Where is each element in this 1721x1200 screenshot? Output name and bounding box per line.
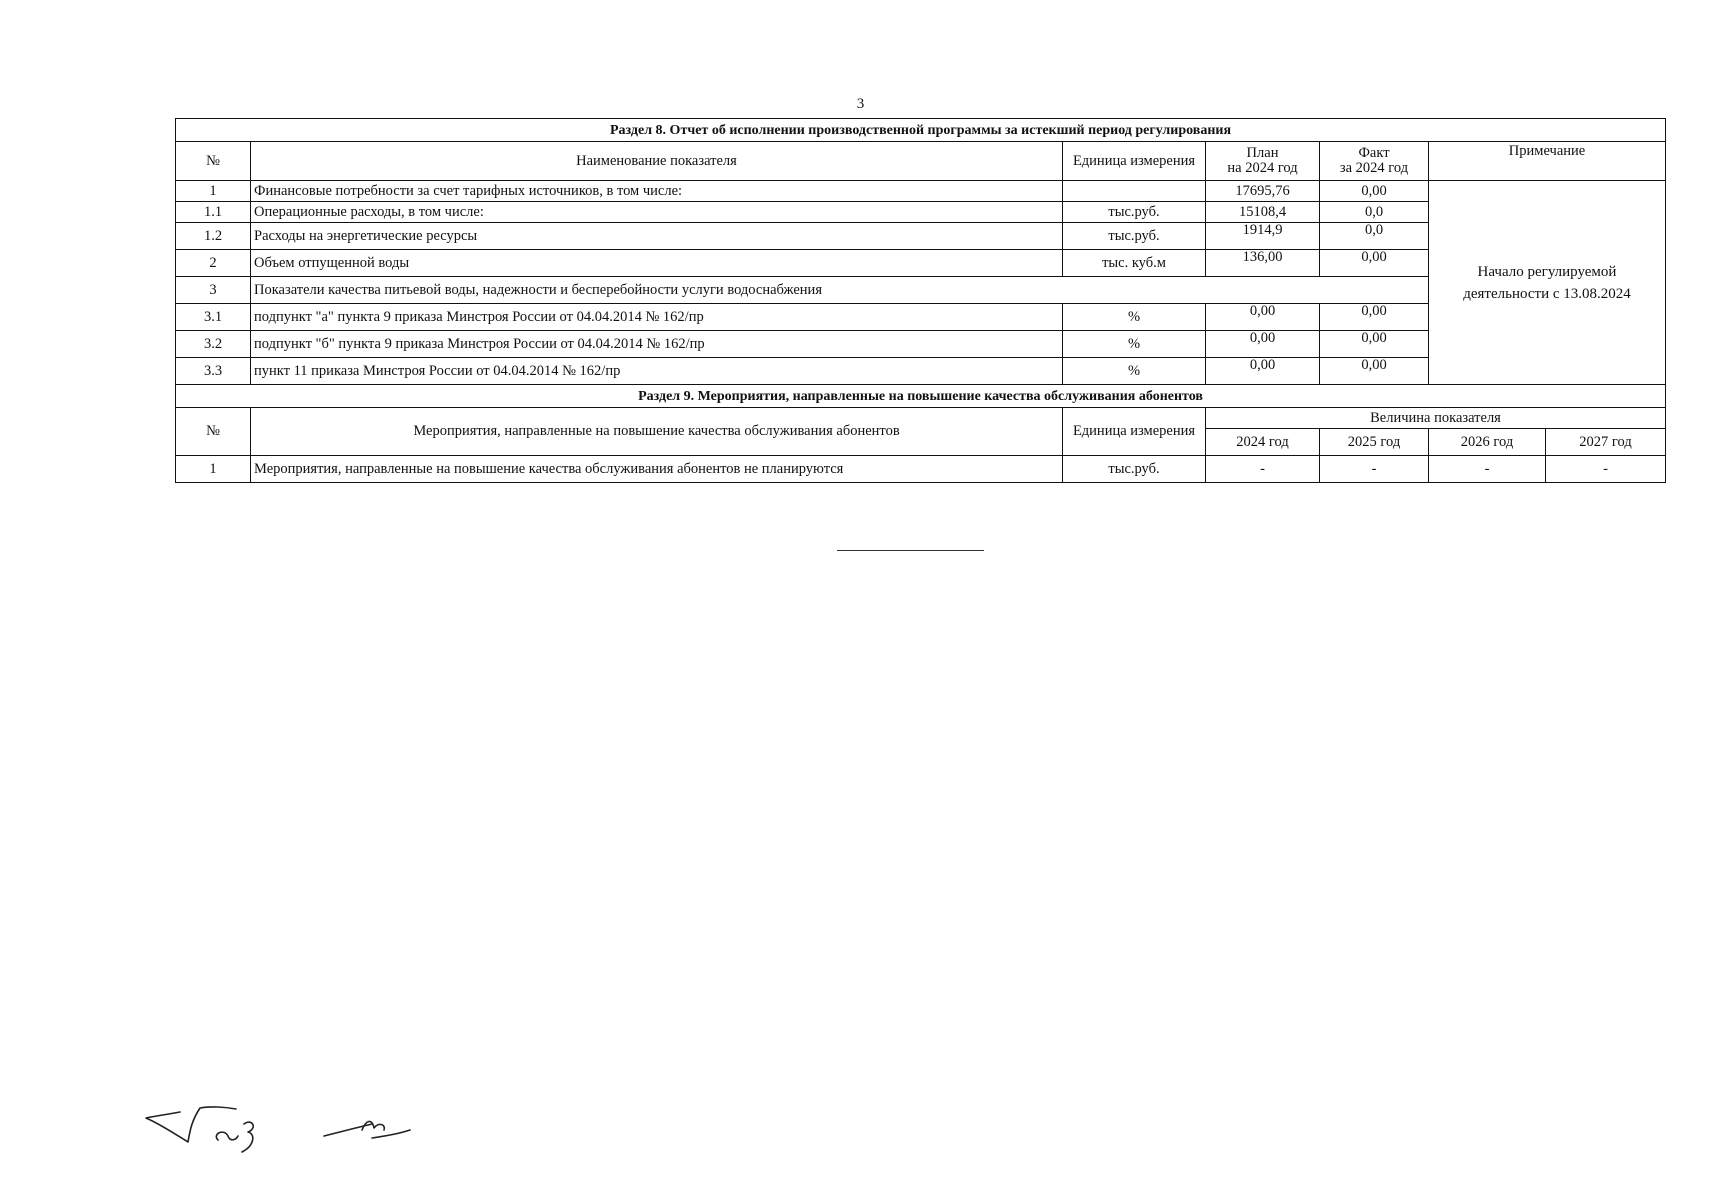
row-name: пункт 11 приказа Минстроя России от 04.04.2014 № 162/пр: [251, 358, 1063, 385]
row-value-2024: -: [1206, 456, 1320, 483]
header-unit: Единица измерения: [1063, 142, 1206, 181]
row-num: 3.3: [176, 358, 251, 385]
table-row: [176, 456, 1666, 483]
header9-unit: Единица измерения: [1063, 408, 1206, 456]
row-fact: 0,00: [1320, 331, 1429, 358]
row-fact: 0,0: [1320, 202, 1429, 223]
header-fact-line1: Факт: [1358, 145, 1390, 161]
section9-header-row: [176, 408, 1666, 429]
row-name: Расходы на энергетические ресурсы: [251, 223, 1063, 250]
row-unit: [1063, 181, 1206, 202]
year-2025: 2025 год: [1320, 429, 1429, 456]
row-plan: 0,00: [1206, 304, 1320, 331]
row-unit: %: [1063, 331, 1206, 358]
section8-title-row: [176, 119, 1666, 142]
row-value-2026: -: [1429, 456, 1546, 483]
row-num: 1: [176, 181, 251, 202]
row-unit: тыс.руб.: [1063, 456, 1206, 483]
row-fact: 0,0: [1320, 223, 1429, 250]
row-name: подпункт "а" пункта 9 приказа Минстроя России от 04.04.2014 № 162/пр: [251, 304, 1063, 331]
header9-name: Мероприятия, направленные на повышение качества обслуживания абонентов: [251, 408, 1063, 456]
row-name: подпункт "б" пункта 9 приказа Минстроя России от 04.04.2014 № 162/пр: [251, 331, 1063, 358]
note-cell: [1429, 181, 1666, 385]
row-num: 1: [176, 456, 251, 483]
page-number: 3: [856, 96, 865, 112]
row-fact: 0,00: [1320, 304, 1429, 331]
row-fact: 0,00: [1320, 181, 1429, 202]
row-name: Показатели качества питьевой воды, надежности и бесперебойности услуги водоснабжения: [251, 277, 1429, 304]
header-note: Примечание: [1429, 142, 1666, 181]
row-num: 3.1: [176, 304, 251, 331]
section9-title-row: [176, 385, 1666, 408]
section8-title: Раздел 8. Отчет об исполнении производственной программы за истекший период регулирования: [176, 119, 1666, 142]
row-num: 3: [176, 277, 251, 304]
row-unit: тыс.руб.: [1063, 223, 1206, 250]
row-plan: 136,00: [1206, 250, 1320, 277]
row-name: Операционные расходы, в том числе:: [251, 202, 1063, 223]
note-line2: деятельности с 13.08.2024: [1463, 285, 1631, 302]
row-fact: 0,00: [1320, 250, 1429, 277]
header-fact-line2: за 2024 год: [1339, 160, 1409, 176]
row-num: 1.1: [176, 202, 251, 223]
row-plan: 17695,76: [1206, 181, 1320, 202]
header-num: №: [176, 142, 251, 181]
row-unit: тыс.руб.: [1063, 202, 1206, 223]
table-row: [176, 181, 1666, 202]
row-plan: 15108,4: [1206, 202, 1320, 223]
header-name: Наименование показателя: [251, 142, 1063, 181]
header-plan-line2: на 2024 год: [1227, 160, 1298, 176]
row-num: 2: [176, 250, 251, 277]
row-unit: %: [1063, 304, 1206, 331]
row-name: Объем отпущенной воды: [251, 250, 1063, 277]
header9-value: Величина показателя: [1206, 408, 1666, 429]
row-fact: 0,00: [1320, 358, 1429, 385]
row-value-2027: -: [1546, 456, 1666, 483]
signature-1: [146, 1107, 253, 1152]
row-unit: %: [1063, 358, 1206, 385]
header-plan: [1206, 142, 1320, 181]
row-name: Мероприятия, направленные на повышение качества обслуживания абонентов не планируются: [251, 456, 1063, 483]
row-num: 3.2: [176, 331, 251, 358]
report-table: [175, 118, 1666, 483]
row-num: 1.2: [176, 223, 251, 250]
section8-header-row: [176, 142, 1666, 181]
year-2027: 2027 год: [1546, 429, 1666, 456]
separator-line: [837, 550, 984, 551]
row-plan: 0,00: [1206, 331, 1320, 358]
row-unit: тыс. куб.м: [1063, 250, 1206, 277]
row-plan: 1914,9: [1206, 223, 1320, 250]
section9-title: Раздел 9. Мероприятия, направленные на повышение качества обслуживания абонентов: [176, 385, 1666, 408]
year-2026: 2026 год: [1429, 429, 1546, 456]
header-fact: [1320, 142, 1429, 181]
header9-num: №: [176, 408, 251, 456]
row-plan: 0,00: [1206, 358, 1320, 385]
year-2024: 2024 год: [1206, 429, 1320, 456]
signature-2: [324, 1121, 410, 1138]
header-plan-line1: План: [1246, 145, 1279, 161]
signatures: [140, 1100, 450, 1160]
row-value-2025: -: [1320, 456, 1429, 483]
note-line1: Начало регулируемой: [1477, 263, 1617, 280]
row-name: Финансовые потребности за счет тарифных источников, в том числе:: [251, 181, 1063, 202]
